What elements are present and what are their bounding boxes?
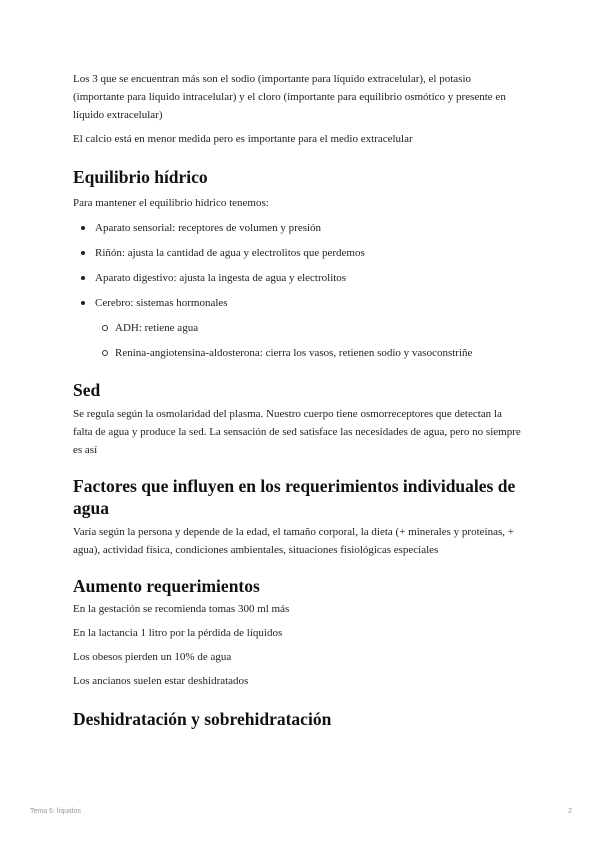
heading-equilibrio-hidrico: Equilibrio hídrico xyxy=(73,167,208,187)
sub-list-item: ADH: retiene agua xyxy=(95,319,523,337)
aumento-line: En la lactancia 1 litro por la pérdida de líquidos xyxy=(73,627,283,639)
bullet-icon xyxy=(81,226,85,230)
heading-aumento-requerimientos: Aumento requerimientos xyxy=(73,576,260,596)
list-item: Riñón: ajusta la cantidad de agua y electrolitos que perdemos xyxy=(73,244,523,262)
list-item: Aparato sensorial: receptores de volumen y presión xyxy=(73,219,523,237)
intro-paragraph: Los 3 que se encuentran más son el sodio (importante para líquido extracelular), el potasio (importante para líquido intracelular) y el cloro (importante para equilibrio osmótico y presente en líquido extracelular) xyxy=(73,73,506,121)
aumento-line: Los obesos pierden un 10% de agua xyxy=(73,651,232,663)
equilibrio-list xyxy=(73,219,523,362)
list-item: Aparato digestivo: ajusta la ingesta de agua y electrolitos xyxy=(73,269,523,287)
list-item: Cerebro: sistemas hormonales ADH: retiene agua Renina-angiotensina-aldosterona: cierra los vasos, retienen sodio y vasoconstriñe xyxy=(73,294,523,362)
aumento-line: Los ancianos suelen estar deshidratados xyxy=(73,675,249,687)
heading-factores: Factores que influyen en los requerimientos individuales de agua xyxy=(73,476,516,518)
circle-bullet-icon xyxy=(102,325,108,331)
aumento-line: En la gestación se recomienda tomas 300 ml más xyxy=(73,603,290,615)
heading-deshidratacion: Deshidratación y sobrehidratación xyxy=(73,709,332,729)
heading-sed: Sed xyxy=(73,380,101,400)
equilibrio-lead: Para mantener el equilibrio hídrico tenemos: xyxy=(73,197,269,209)
sed-paragraph: Se regula según la osmolaridad del plasma. Nuestro cuerpo tiene osmorreceptores que detectan la falta de agua y produce la sed. La sensación de sed satisface las necesidades de agua, pero no siempre es así xyxy=(73,408,521,456)
sub-list-item: Renina-angiotensina-aldosterona: cierra los vasos, retienen sodio y vasoconstriñe xyxy=(95,344,523,362)
circle-bullet-icon xyxy=(102,350,108,356)
bullet-icon xyxy=(81,301,85,305)
bullet-icon xyxy=(81,251,85,255)
page-content xyxy=(73,70,523,730)
hormonal-sublist xyxy=(95,319,523,362)
bullet-icon xyxy=(81,276,85,280)
calcium-paragraph: El calcio está en menor medida pero es importante para el medio extracelular xyxy=(73,133,413,145)
factores-paragraph: Varía según la persona y depende de la edad, el tamaño corporal, la dieta (+ minerales y proteínas, + agua), actividad física, condiciones ambientales, situaciones fisiológicas especiales xyxy=(73,526,514,556)
footer-title: Tema 6: líquidos xyxy=(30,808,81,815)
footer-page-number: 2 xyxy=(568,808,572,815)
